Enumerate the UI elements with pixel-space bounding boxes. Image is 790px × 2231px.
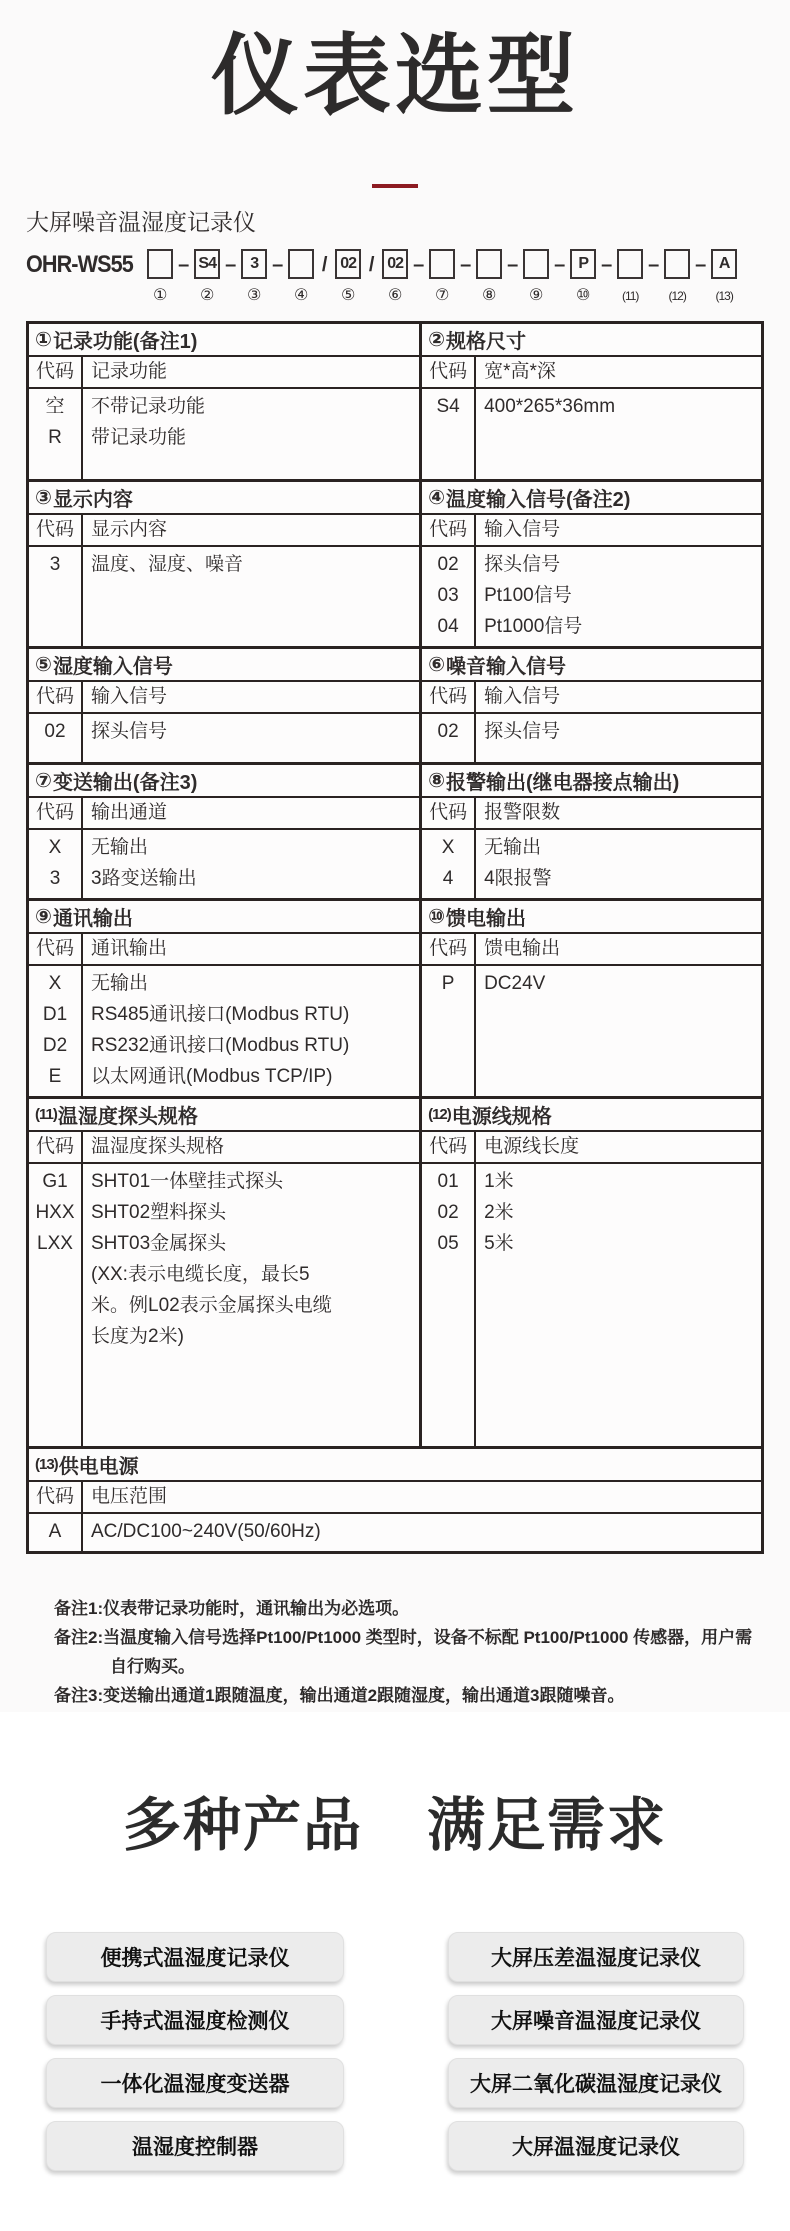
product-button[interactable]: 一体化温湿度变送器 xyxy=(46,2058,344,2108)
spec-section-title xyxy=(422,482,761,515)
column-header-row xyxy=(29,682,419,714)
model-segment xyxy=(644,249,691,305)
column-header-row xyxy=(422,682,761,714)
spec-section xyxy=(29,1449,761,1551)
section-title-text: 电源线规格 xyxy=(451,1106,552,1129)
spec-section xyxy=(29,482,422,646)
model-segment xyxy=(597,249,644,305)
code-header-cell: 代码 xyxy=(29,682,83,712)
spec-section xyxy=(422,482,761,646)
desc-cell: 不带记录功能 xyxy=(91,396,206,418)
code-column xyxy=(422,966,476,1096)
column-label-cell: 输入信号 xyxy=(91,686,168,708)
model-box: P xyxy=(570,249,596,279)
column-label-cell: 电压范围 xyxy=(91,1486,168,1508)
desc-cell: SHT03金属探头 xyxy=(91,1233,227,1255)
note-line: 备注2:当温度输入信号选择Pt100/Pt1000 类型时，设备不标配 Pt100/Pt1000 传感器，用户需自行购买。 xyxy=(54,1628,753,1677)
model-box xyxy=(147,249,173,279)
section-number: ③ xyxy=(35,487,52,510)
desc-cell: RS485通讯接口(Modbus RTU) xyxy=(91,1004,350,1026)
products-heading-part2: 满足需求 xyxy=(427,1793,668,1858)
column-label-cell: 显示内容 xyxy=(91,519,168,541)
spec-section-title xyxy=(29,482,419,515)
desc-cell: 温度、湿度、噪音 xyxy=(91,554,244,576)
products-heading xyxy=(0,1778,790,1862)
description-column xyxy=(476,966,761,1096)
column-header-row xyxy=(422,1132,761,1164)
column-header-row xyxy=(422,515,761,547)
model-position-number: ③ xyxy=(247,287,262,305)
model-segment xyxy=(268,249,315,305)
spec-section xyxy=(422,324,761,479)
spec-band xyxy=(29,762,761,898)
column-header-row xyxy=(422,934,761,966)
code-column xyxy=(29,830,83,898)
model-separator: – xyxy=(648,254,660,277)
spec-body xyxy=(29,1514,761,1551)
description-column xyxy=(476,389,761,479)
code-cell: G1 xyxy=(42,1171,68,1193)
spec-body xyxy=(29,389,419,479)
code-cell: D1 xyxy=(42,1004,68,1026)
code-cell xyxy=(29,1321,81,1352)
spec-section xyxy=(422,901,761,1096)
spec-section-title xyxy=(29,901,419,934)
section-number: ⑩ xyxy=(428,906,446,929)
section-number: ④ xyxy=(428,487,446,510)
spec-section-title xyxy=(29,1449,761,1482)
spec-body xyxy=(29,830,419,898)
model-box xyxy=(523,249,549,279)
model-segment xyxy=(503,249,550,305)
model-box xyxy=(664,249,690,279)
code-cell: X xyxy=(441,837,455,859)
model-segment xyxy=(362,249,409,305)
spec-section-title xyxy=(29,324,419,357)
spec-body xyxy=(422,966,761,1096)
desc-cell: 3路变送输出 xyxy=(91,868,197,890)
model-box xyxy=(288,249,314,279)
spec-body xyxy=(29,1164,419,1446)
desc-cell: 无输出 xyxy=(91,973,149,995)
section-number: (12) xyxy=(428,1106,451,1124)
description-column xyxy=(476,1164,761,1446)
model-segment xyxy=(691,249,738,305)
model-position-number: ④ xyxy=(294,287,309,305)
desc-cell: RS232通讯接口(Modbus RTU) xyxy=(91,1035,350,1057)
model-separator: – xyxy=(554,254,566,277)
code-cell: R xyxy=(48,427,62,449)
column-label-cell: 记录功能 xyxy=(91,361,168,383)
section-title-text: 记录功能(备注1) xyxy=(52,331,198,354)
spec-table xyxy=(26,321,764,1554)
spec-band xyxy=(29,898,761,1096)
column-label-cell: 宽*高*深 xyxy=(484,361,556,383)
code-cell: X xyxy=(48,973,62,995)
section-title-text: 供电电源 xyxy=(58,1456,139,1479)
description-column xyxy=(83,830,419,898)
product-button[interactable]: 便携式温湿度记录仪 xyxy=(46,1932,344,1982)
column-header-row xyxy=(29,357,419,389)
model-box xyxy=(617,249,643,279)
code-header-cell: 代码 xyxy=(29,515,83,545)
spec-section xyxy=(422,1099,761,1446)
column-header-row xyxy=(422,357,761,389)
model-separator: / xyxy=(368,254,375,277)
section-title-text: 温湿度探头规格 xyxy=(57,1106,198,1129)
code-cell xyxy=(29,1259,81,1290)
section-number: ⑤ xyxy=(35,654,52,677)
model-segment xyxy=(409,249,456,305)
section-title-text: 湿度输入信号 xyxy=(52,656,173,679)
code-header-cell: 代码 xyxy=(29,1482,83,1512)
column-header-row xyxy=(29,1482,761,1514)
model-position-number: ⑩ xyxy=(576,287,591,305)
spec-body xyxy=(29,547,419,646)
column-header-row xyxy=(29,515,419,547)
product-button[interactable]: 大屏二氧化碳温湿度记录仪 xyxy=(448,2058,744,2108)
column-label-cell: 馈电输出 xyxy=(484,938,561,960)
section-number: ⑧ xyxy=(428,770,446,793)
code-cell: 3 xyxy=(49,868,61,890)
products-section xyxy=(0,1712,790,2184)
model-separator: – xyxy=(507,254,519,277)
product-subtitle: 大屏噪音温湿度记录仪 xyxy=(26,209,256,236)
desc-cell: Pt100信号 xyxy=(484,585,572,607)
spec-band xyxy=(29,1096,761,1446)
model-position-number: (11) xyxy=(621,289,639,304)
code-cell: HXX xyxy=(35,1202,75,1224)
desc-cell: 以太网通讯(Modbus TCP/IP) xyxy=(91,1066,333,1088)
model-box: S4 xyxy=(194,249,220,279)
spec-section xyxy=(29,649,422,762)
description-column xyxy=(476,830,761,898)
desc-cell: SHT02塑料探头 xyxy=(91,1202,227,1224)
model-box xyxy=(476,249,502,279)
product-grid xyxy=(46,1932,744,2184)
model-separator: – xyxy=(225,254,237,277)
code-column xyxy=(422,1164,476,1446)
description-column xyxy=(83,714,419,762)
desc-cell: 探头信号 xyxy=(484,721,561,743)
code-column xyxy=(29,966,83,1096)
code-cell: 空 xyxy=(45,396,65,418)
model-position-number: ② xyxy=(200,287,215,305)
model-position-number: (13) xyxy=(715,289,733,304)
desc-cell: 4限报警 xyxy=(484,868,552,890)
spec-section-title xyxy=(422,765,761,798)
model-separator: – xyxy=(413,254,425,277)
spec-body xyxy=(422,714,761,762)
model-box: A xyxy=(711,249,737,279)
spec-band xyxy=(29,479,761,646)
code-header-cell: 代码 xyxy=(29,798,83,828)
section-number: ⑨ xyxy=(35,906,52,929)
spec-body xyxy=(422,389,761,479)
description-column xyxy=(83,547,419,646)
section-number: ② xyxy=(428,329,446,352)
spec-section-title xyxy=(29,1099,419,1132)
model-separator: / xyxy=(321,254,328,277)
section-title-text: 温度输入信号(备注2) xyxy=(446,489,631,512)
section-number: ⑦ xyxy=(35,770,52,793)
description-column xyxy=(476,547,761,646)
product-button[interactable]: 温湿度控制器 xyxy=(46,2121,344,2171)
code-column xyxy=(29,1164,83,1446)
model-separator: – xyxy=(695,254,707,277)
model-segment xyxy=(550,249,597,305)
code-cell: 02 xyxy=(437,554,459,576)
section-title-text: 通讯输出 xyxy=(52,908,133,931)
code-column xyxy=(29,1514,83,1551)
model-code-line xyxy=(26,249,764,305)
column-header-row xyxy=(422,798,761,830)
spec-section-title xyxy=(422,324,761,357)
spec-band xyxy=(29,646,761,762)
model-position-number: (12) xyxy=(668,289,686,304)
desc-cell: AC/DC100~240V(50/60Hz) xyxy=(91,1521,321,1543)
desc-cell: 带记录功能 xyxy=(91,427,187,449)
note-line: 备注3:变送输出通道1跟随温度，输出通道2跟随湿度，输出通道3跟随噪音。 xyxy=(54,1686,625,1706)
model-position-number: ① xyxy=(153,287,168,305)
note-line: 备注1:仪表带记录功能时，通讯输出为必选项。 xyxy=(54,1599,410,1619)
code-cell: D2 xyxy=(42,1035,68,1057)
column-label-cell: 通讯输出 xyxy=(91,938,168,960)
code-cell: 02 xyxy=(437,1202,459,1224)
column-label-cell: 输出通道 xyxy=(91,802,168,824)
code-header-cell: 代码 xyxy=(422,934,476,964)
desc-cell: 探头信号 xyxy=(91,721,168,743)
product-button[interactable]: 大屏压差温湿度记录仪 xyxy=(448,1932,744,1982)
description-column xyxy=(476,714,761,762)
description-column xyxy=(83,1164,419,1446)
spec-body xyxy=(422,1164,761,1446)
code-cell: E xyxy=(48,1066,62,1088)
section-number: ⑥ xyxy=(428,654,446,677)
code-header-cell: 代码 xyxy=(422,515,476,545)
column-label-cell: 电源线长度 xyxy=(484,1136,580,1158)
code-cell: 03 xyxy=(437,585,459,607)
section-title-text: 报警输出(继电器接点输出) xyxy=(446,772,680,795)
section-number: ① xyxy=(35,329,52,352)
model-segment xyxy=(315,249,362,305)
spec-section xyxy=(29,901,422,1096)
desc-cell: 无输出 xyxy=(484,837,542,859)
description-column xyxy=(83,1514,761,1551)
spec-band xyxy=(29,324,761,479)
spec-section xyxy=(422,765,761,898)
code-column xyxy=(29,389,83,479)
desc-cell: 1米 xyxy=(484,1171,514,1193)
spec-section xyxy=(422,649,761,762)
code-column xyxy=(422,547,476,646)
section-title-text: 噪音输入信号 xyxy=(446,656,567,679)
desc-cell: 2米 xyxy=(484,1202,514,1224)
model-separator: – xyxy=(601,254,613,277)
code-header-cell: 代码 xyxy=(422,357,476,387)
product-button[interactable]: 大屏温湿度记录仪 xyxy=(448,2121,744,2171)
code-cell: 05 xyxy=(437,1233,459,1255)
model-box: 02 xyxy=(382,249,408,279)
spec-section-title xyxy=(422,1099,761,1132)
spec-body xyxy=(29,714,419,762)
spec-section xyxy=(29,1099,422,1446)
code-column xyxy=(29,547,83,646)
code-column xyxy=(29,714,83,762)
code-cell xyxy=(29,1290,81,1321)
desc-cell: 5米 xyxy=(484,1233,514,1255)
section-number: (11) xyxy=(35,1106,57,1124)
product-button[interactable]: 大屏噪音温湿度记录仪 xyxy=(448,1995,744,2045)
model-segment xyxy=(147,249,174,305)
code-cell: 3 xyxy=(49,554,61,576)
model-box: 02 xyxy=(335,249,361,279)
desc-cell: Pt1000信号 xyxy=(484,616,583,638)
code-cell: A xyxy=(48,1521,62,1543)
product-column-left xyxy=(46,1932,344,2184)
model-separator: – xyxy=(460,254,472,277)
code-header-cell: 代码 xyxy=(29,1132,83,1162)
section-title-text: 规格尺寸 xyxy=(446,331,527,354)
code-cell: 02 xyxy=(44,721,66,743)
code-column xyxy=(422,389,476,479)
model-segment xyxy=(456,249,503,305)
desc-cell: 无输出 xyxy=(91,837,149,859)
spec-band xyxy=(29,1446,761,1551)
page-title: 仪表选型 xyxy=(210,26,579,125)
model-box: 3 xyxy=(241,249,267,279)
spec-body xyxy=(29,966,419,1096)
model-segment xyxy=(174,249,221,305)
model-separator: – xyxy=(272,254,284,277)
desc-cell: (XX:表示电缆长度，最长5 xyxy=(91,1264,310,1286)
model-position-number: ⑤ xyxy=(341,287,356,305)
code-cell: X xyxy=(48,837,62,859)
desc-cell: 探头信号 xyxy=(484,554,561,576)
desc-cell: 长度为2米) xyxy=(91,1326,184,1348)
code-cell: 02 xyxy=(437,721,459,743)
code-cell: P xyxy=(441,973,455,995)
code-cell: 4 xyxy=(442,868,454,890)
code-header-cell: 代码 xyxy=(422,1132,476,1162)
column-header-row xyxy=(29,934,419,966)
section-number: (13) xyxy=(35,1456,58,1474)
desc-cell: 米。例L02表示金属探头电缆 xyxy=(91,1295,332,1317)
model-segment xyxy=(221,249,268,305)
code-column xyxy=(422,714,476,762)
model-prefix: OHR-WS55 xyxy=(26,251,133,279)
section-title-text: 变送输出(备注3) xyxy=(52,772,198,795)
spec-section xyxy=(29,765,422,898)
desc-cell: DC24V xyxy=(484,973,546,995)
spec-section xyxy=(29,324,422,479)
code-cell: LXX xyxy=(37,1233,73,1255)
column-header-row xyxy=(29,1132,419,1164)
column-header-row xyxy=(29,798,419,830)
description-column xyxy=(83,966,419,1096)
code-header-cell: 代码 xyxy=(422,682,476,712)
code-header-cell: 代码 xyxy=(29,934,83,964)
model-separator: – xyxy=(178,254,190,277)
desc-cell: SHT01一体壁挂式探头 xyxy=(91,1171,284,1193)
spec-section-title xyxy=(422,649,761,682)
column-label-cell: 输入信号 xyxy=(484,519,561,541)
spec-section-title xyxy=(29,765,419,798)
code-header-cell: 代码 xyxy=(422,798,476,828)
desc-cell: 400*265*36mm xyxy=(484,396,616,418)
notes xyxy=(26,1594,764,1710)
model-position-number: ⑧ xyxy=(482,287,497,305)
code-header-cell: 代码 xyxy=(29,357,83,387)
code-cell: 01 xyxy=(437,1171,459,1193)
model-position-number: ⑦ xyxy=(435,287,450,305)
product-button[interactable]: 手持式温湿度检测仪 xyxy=(46,1995,344,2045)
section-title-text: 显示内容 xyxy=(52,489,133,512)
spec-section-title xyxy=(422,901,761,934)
column-label-cell: 输入信号 xyxy=(484,686,561,708)
code-cell: S4 xyxy=(436,396,460,418)
spec-body xyxy=(422,830,761,898)
spec-section-title xyxy=(29,649,419,682)
title-underline xyxy=(372,184,418,188)
spec-body xyxy=(422,547,761,646)
code-column xyxy=(422,830,476,898)
product-column-right xyxy=(448,1932,744,2184)
description-column xyxy=(83,389,419,479)
model-box xyxy=(429,249,455,279)
code-cell: 04 xyxy=(437,616,459,638)
column-label-cell: 报警限数 xyxy=(484,802,561,824)
products-heading-part1: 多种产品 xyxy=(122,1793,363,1858)
model-position-number: ⑨ xyxy=(529,287,544,305)
model-position-number: ⑥ xyxy=(388,287,403,305)
section-title-text: 馈电输出 xyxy=(446,908,527,931)
column-label-cell: 温湿度探头规格 xyxy=(91,1136,225,1158)
